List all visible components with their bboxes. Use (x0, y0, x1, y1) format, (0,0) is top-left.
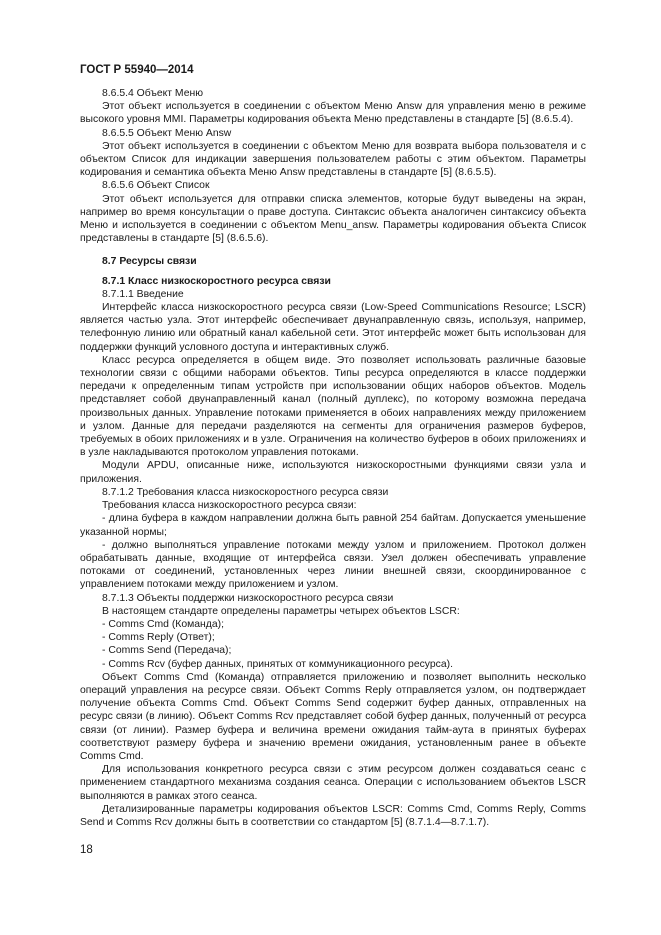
section-8-7-1-1-paragraph-1: Интерфейс класса низкоскоростного ресурса связи (Low-Speed Communications Resource; LSCR) является частью узла. Этот интерфейс обеспечивает двунаправленную связь, используя, например, телефонную линию или обратный канал кабельной сети. Этот интерфейс может быть использован для поддержки функций условного доступа и интерактивных служб. (80, 302, 586, 353)
section-8-7-heading: 8.7 Ресурсы связи (102, 256, 197, 268)
section-8-6-5-6-heading: 8.6.5.6 Объект Список (102, 180, 210, 192)
section-8-7-1-3-paragraph-3: Детализированные параметры кодирования объектов LSCR: Comms Cmd, Comms Reply, Comms Send и Comms Rcv должны быть в соответствии со стандартом [5] (8.7.1.4—8.7.1.7). (80, 803, 586, 828)
document-body (80, 87, 586, 829)
section-8-7-1-2-intro: Требования класса низкоскоростного ресурса связи: (102, 500, 357, 512)
section-8-7-1-1-paragraph-3: Модули APDU, описанные ниже, используются низкоскоростными функциями связи узла и приложения. (80, 460, 586, 485)
section-8-6-5-4-paragraph: Этот объект используется в соединении с объектом Меню Answ для управления меню в режиме высокого уровня MMI. Параметры кодирования объекта Меню представлены в стандарте [5] (8.6.5.4). (80, 101, 586, 126)
section-8-7-1-3-paragraph-2: Для использования конкретного ресурса связи с этим ресурсом должен создаваться сеанс с применением стандартного механизма создания сеанса. Операции с использованием объектов LSCR выполняются в рамках этого сеанса. (80, 764, 586, 802)
list-item: - Comms Rcv (буфер данных, принятых от коммуникационного ресурса). (102, 658, 453, 670)
standard-header: ГОСТ Р 55940—2014 (80, 64, 194, 76)
section-8-7-1-1-heading: 8.7.1.1 Введение (102, 288, 184, 300)
section-8-7-1-1-paragraph-2: Класс ресурса определяется в общем виде. Это позволяет использовать различные базовые технологии связи с общими наборами объектов. Типы ресурса определяются в классе поддержки передачи к определенным типам устройств при использовании общих наборов объектов. Модель представляет собой двунаправленный канал (полный дуплекс), по которому возможна передача произвольных данных. Управление потоками применяется в обоих направлениях между приложением и узлом. Данные для передачи разделяются на сегменты для ограничения размеров буферов, требуемых в обоих приложениях и в узле. Ограничения на количество буферов в обоих приложениях и в узле накладываются протоколом управления потоками. (80, 354, 586, 459)
section-8-7-1-2-heading: 8.7.1.2 Требования класса низкоскоростного ресурса связи (102, 486, 389, 498)
list-item: - Comms Send (Передача); (102, 645, 232, 657)
section-8-7-1-3-intro: В настоящем стандарте определены параметры четырех объектов LSCR: (102, 605, 460, 617)
section-8-7-1-2-item-1: - длина буфера в каждом направлении должна быть равной 254 байтам. Допускается уменьшение указанной нормы; (80, 513, 586, 538)
section-8-6-5-5-paragraph: Этот объект используется в соединении с объектом Меню для возврата выбора пользователя и с объектом Список для индикации завершения пользователем работы с этим объектом. Параметры кодирования и семантика объекта Меню Answ представлены в стандарте [5] (8.6.5.5). (80, 140, 586, 179)
section-8-6-5-6-paragraph: Этот объект используется для отправки списка элементов, которые будут выведены на экран, например во время консультации о праве доступа. Синтаксис объекта аналогичен синтаксису объекта Меню и используется в соединении с объектом Menu_answ. Параметры кодирования объекта Список представлены в стандарте [5] (8.6.5.6). (80, 193, 586, 245)
section-8-7-1-heading: 8.7.1 Класс низкоскоростного ресурса связи (102, 275, 331, 287)
section-8-7-1-3-heading: 8.7.1.3 Объекты поддержки низкоскоростного ресурса связи (102, 592, 394, 604)
section-8-6-5-4-heading: 8.6.5.4 Объект Меню (102, 88, 204, 99)
list-item: - Comms Reply (Ответ); (102, 632, 215, 644)
section-8-6-5-5-heading: 8.6.5.5 Объект Меню Answ (102, 127, 232, 139)
page-number: 18 (80, 844, 93, 856)
section-8-7-1-3-paragraph-1: Объект Comms Cmd (Команда) отправляется приложению и позволяет выполнить несколько операций управления на ресурсе связи. Объект Comms Reply отправляется узлом, он подтверждает получение объекта Comms Cmd. Объект Comms Send содержит буфер данных, отправленных на ресурс связи (в линию). Объект Comms Rcv представляет собой буфер данных, полученный от ресурса связи (от линии). Размер буфера и величина времени ожидания тайм-аута в принятых буферах соответствуют размеру буфера и значению времени ожидания, установленным ранее в объекте Comms Cmd. (80, 671, 586, 762)
list-item: - Comms Cmd (Команда); (102, 618, 224, 630)
section-8-7-1-2-item-2: - должно выполняться управление потоками между узлом и приложением. Протокол должен обрабатывать данные, входящие от интерфейса связи. Узел должен обеспечивать управление потоками от соединений, установленных через линии внешней связи, скоординированное с управлением потоками между приложением и узлом. (80, 539, 586, 591)
